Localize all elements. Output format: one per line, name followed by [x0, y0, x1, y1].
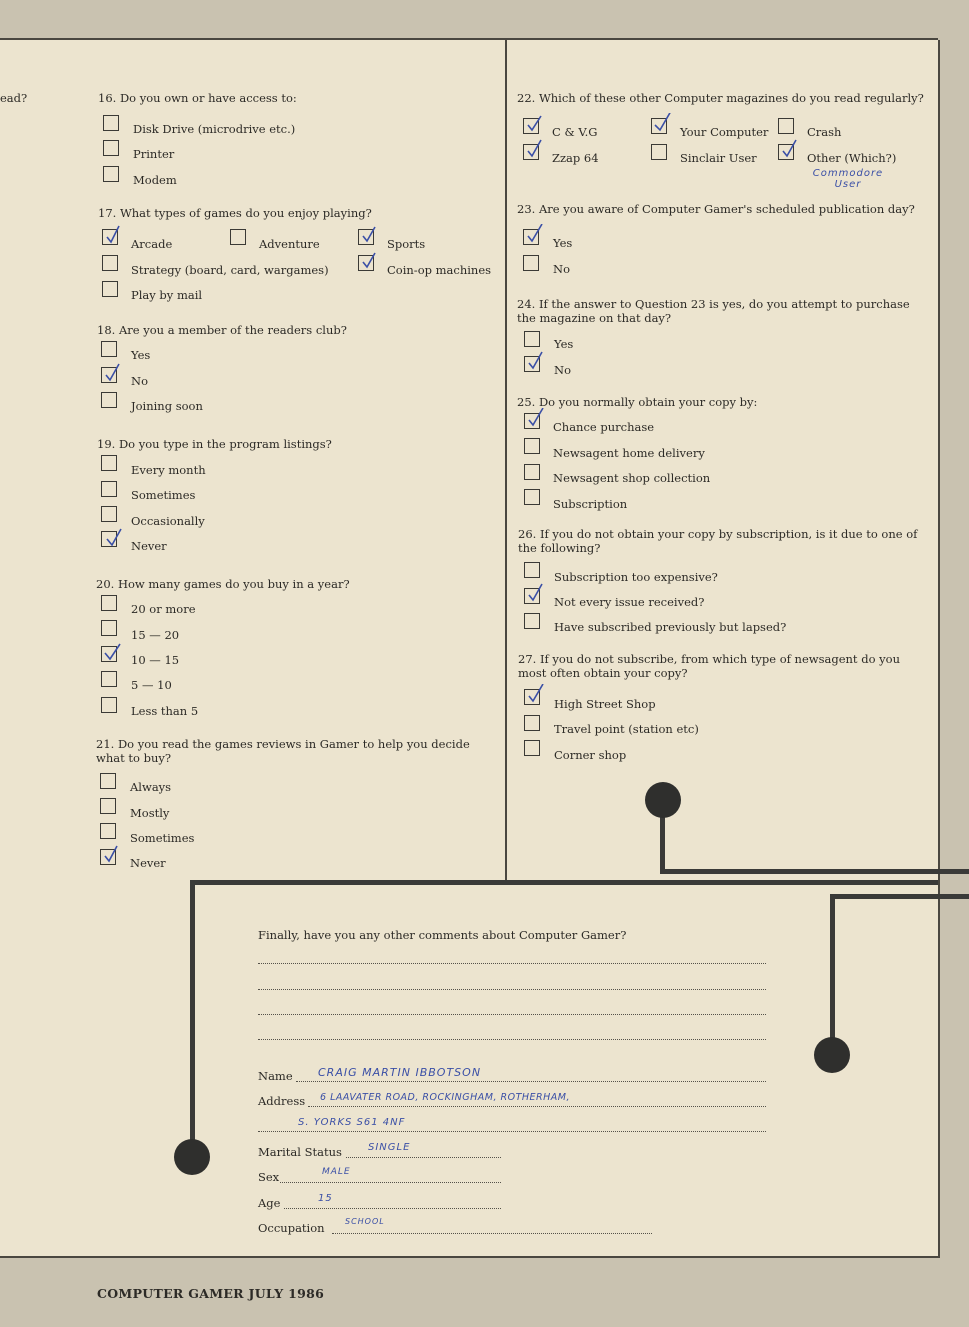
page-footer: COMPUTER GAMER JULY 1986	[97, 1286, 325, 1301]
question-16: 16. Do you own or have access to:	[98, 91, 297, 105]
sex-label: Sex	[258, 1170, 280, 1184]
checkbox-joining-soon[interactable]	[101, 392, 117, 408]
occupation-label: Occupation	[258, 1221, 325, 1235]
checkbox-adventure[interactable]	[230, 229, 246, 245]
option-label: Strategy (board, card, wargames)	[131, 263, 329, 277]
option-label: Sometimes	[131, 488, 196, 502]
tick-icon	[104, 224, 126, 246]
name-field[interactable]	[296, 1080, 766, 1082]
tick-icon	[525, 224, 547, 246]
tick-icon	[653, 113, 675, 135]
checkbox-travel-point[interactable]	[524, 715, 540, 731]
option-label: Yes	[553, 236, 573, 250]
checkbox-zzap-64[interactable]	[523, 144, 539, 160]
option-label: Yes	[554, 337, 574, 351]
checkbox-sports[interactable]	[358, 229, 374, 245]
age-field[interactable]	[284, 1207, 501, 1209]
circuit-trace	[660, 816, 665, 874]
option-label: Always	[130, 780, 172, 794]
handwritten-other-magazine[interactable]: Commodore User	[812, 168, 884, 190]
option-label: Chance purchase	[553, 420, 655, 434]
checkbox-occasionally[interactable]	[101, 506, 117, 522]
checkbox-chance-purchase[interactable]	[524, 413, 540, 429]
checkbox-not-every-issue[interactable]	[524, 588, 540, 604]
circuit-trace	[830, 894, 835, 1044]
option-label: Less than 5	[131, 704, 199, 718]
circuit-trace	[190, 880, 195, 1148]
checkbox-strategy[interactable]	[102, 255, 118, 271]
option-label: Newsagent home delivery	[553, 446, 705, 460]
address-value-2: S. YORKS S61 4NF	[298, 1117, 406, 1128]
checkbox-5-10[interactable]	[101, 671, 117, 687]
option-label: Disk Drive (microdrive etc.)	[133, 122, 296, 136]
checkbox-your-computer[interactable]	[651, 118, 667, 134]
option-label: Sports	[387, 237, 426, 251]
comment-line[interactable]	[258, 962, 766, 964]
circuit-node	[174, 1139, 210, 1175]
option-label: Never	[131, 539, 167, 553]
tick-icon	[102, 844, 124, 866]
question-23: 23. Are you aware of Computer Gamer's scheduled publication day?	[517, 202, 915, 216]
checkbox-sometimes[interactable]	[100, 823, 116, 839]
option-label: Coin-op machines	[387, 263, 492, 277]
comment-line[interactable]	[258, 1038, 766, 1040]
option-label: Joining soon	[131, 399, 203, 413]
option-label: Corner shop	[554, 748, 627, 762]
option-label: Your Computer	[680, 125, 769, 139]
option-label: Adventure	[259, 237, 320, 251]
option-label: Every month	[131, 463, 206, 477]
sex-field[interactable]	[280, 1181, 501, 1183]
circuit-trace	[660, 869, 969, 874]
checkbox-too-expensive[interactable]	[524, 562, 540, 578]
option-label: No	[553, 262, 570, 276]
option-label: Yes	[131, 348, 151, 362]
checkbox-10-15[interactable]	[101, 646, 117, 662]
tick-icon	[526, 351, 548, 373]
option-label: Occasionally	[131, 514, 205, 528]
option-label: Sinclair User	[680, 151, 757, 165]
checkbox-sometimes[interactable]	[101, 481, 117, 497]
occupation-field[interactable]	[332, 1232, 652, 1234]
comment-line[interactable]	[258, 988, 766, 990]
checkbox-no[interactable]	[524, 356, 540, 372]
tick-icon	[360, 224, 382, 246]
tick-icon	[780, 139, 802, 161]
age-value: 15	[318, 1193, 333, 1204]
checkbox-yes[interactable]	[524, 331, 540, 347]
circuit-trace	[190, 880, 938, 885]
checkbox-yes[interactable]	[101, 341, 117, 357]
circuit-trace	[830, 894, 969, 899]
final-question: Finally, have you any other comments about Computer Gamer?	[258, 928, 627, 942]
option-label: Zzap 64	[552, 151, 599, 165]
option-label: Crash	[807, 125, 842, 139]
name-value: CRAIG MARTIN IBBOTSON	[318, 1066, 482, 1079]
option-label: 15 — 20	[131, 628, 180, 642]
option-label: Have subscribed previously but lapsed?	[554, 620, 787, 634]
checkbox-disk-drive[interactable]	[103, 115, 119, 131]
option-label: Never	[130, 856, 166, 870]
sex-value: MALE	[322, 1167, 351, 1177]
checkbox-no[interactable]	[101, 367, 117, 383]
checkbox-sinclair-user[interactable]	[651, 144, 667, 160]
checkbox-home-delivery[interactable]	[524, 438, 540, 454]
question-17: 17. What types of games do you enjoy playing?	[98, 206, 372, 220]
option-label: 5 — 10	[131, 678, 172, 692]
option-label: Printer	[133, 147, 175, 161]
circuit-node	[645, 782, 681, 818]
checkbox-corner-shop[interactable]	[524, 740, 540, 756]
checkbox-subscription[interactable]	[524, 489, 540, 505]
option-label: C & V.G	[552, 125, 598, 139]
tick-icon	[525, 113, 547, 135]
option-label: Travel point (station etc)	[554, 722, 699, 736]
top-rule	[0, 38, 938, 40]
checkbox-no[interactable]	[523, 255, 539, 271]
tick-icon	[526, 408, 548, 430]
option-label: Mostly	[130, 806, 170, 820]
option-label: Play by mail	[131, 288, 203, 302]
checkbox-other[interactable]	[778, 144, 794, 160]
comment-line[interactable]	[258, 1013, 766, 1015]
address-value: 6 LAAVATER ROAD, ROCKINGHAM, ROTHERHAM,	[320, 1092, 570, 1103]
question-27: 27. If you do not subscribe, from which type of newsagent do you most often obtain your copy?	[518, 652, 900, 680]
checkbox-printer[interactable]	[103, 140, 119, 156]
checkbox-every-month[interactable]	[101, 455, 117, 471]
option-label: Modem	[133, 173, 177, 187]
option-label: Other (Which?)	[807, 151, 897, 165]
option-label: High Street Shop	[554, 697, 656, 711]
question-19: 19. Do you type in the program listings?	[97, 437, 332, 451]
option-label: 10 — 15	[131, 653, 180, 667]
question-26: 26. If you do not obtain your copy by subscription, is it due to one of the following?	[518, 527, 918, 555]
option-label: Arcade	[131, 237, 173, 251]
checkbox-high-street[interactable]	[524, 689, 540, 705]
previous-question-fragment: ead?	[0, 91, 28, 105]
tick-icon	[103, 526, 125, 548]
column-divider	[505, 40, 507, 880]
checkbox-mostly[interactable]	[100, 798, 116, 814]
address-field[interactable]	[308, 1105, 766, 1107]
marital-status-label: Marital Status	[258, 1145, 342, 1159]
checkbox-arcade[interactable]	[102, 229, 118, 245]
question-21: 21. Do you read the games reviews in Gamer to help you decide what to buy?	[96, 737, 470, 765]
tick-icon	[526, 684, 548, 706]
option-label: No	[554, 363, 571, 377]
option-label: Sometimes	[130, 831, 195, 845]
checkbox-crash[interactable]	[778, 118, 794, 134]
checkbox-play-by-mail[interactable]	[102, 281, 118, 297]
tick-icon	[103, 641, 125, 663]
option-label: 20 or more	[131, 602, 196, 616]
checkbox-yes[interactable]	[523, 229, 539, 245]
address-field-2[interactable]	[258, 1130, 766, 1132]
address-label: Address	[258, 1094, 306, 1108]
marital-status-field[interactable]	[346, 1156, 501, 1158]
circuit-node	[814, 1037, 850, 1073]
marital-status-value: SINGLE	[368, 1142, 411, 1153]
option-label: Newsagent shop collection	[553, 471, 711, 485]
question-20: 20. How many games do you buy in a year?	[96, 577, 350, 591]
age-label: Age	[258, 1196, 281, 1210]
option-label: Subscription too expensive?	[554, 570, 718, 584]
question-22: 22. Which of these other Computer magazines do you read regularly?	[517, 91, 924, 105]
option-label: Not every issue received?	[554, 595, 705, 609]
tick-icon	[525, 139, 547, 161]
tick-icon	[526, 583, 548, 605]
checkbox-lapsed[interactable]	[524, 613, 540, 629]
checkbox-less-than-5[interactable]	[101, 697, 117, 713]
question-24: 24. If the answer to Question 23 is yes, do you attempt to purchase the magazine on that day?	[517, 297, 910, 325]
checkbox-never[interactable]	[101, 531, 117, 547]
tick-icon	[360, 250, 382, 272]
occupation-value: SCHOOL	[345, 1217, 385, 1226]
checkbox-never[interactable]	[100, 849, 116, 865]
checkbox-15-20[interactable]	[101, 620, 117, 636]
checkbox-cvg[interactable]	[523, 118, 539, 134]
option-label: No	[131, 374, 148, 388]
checkbox-20-or-more[interactable]	[101, 595, 117, 611]
checkbox-always[interactable]	[100, 773, 116, 789]
question-18: 18. Are you a member of the readers club?	[97, 323, 347, 337]
question-25: 25. Do you normally obtain your copy by:	[517, 395, 758, 409]
checkbox-shop-collection[interactable]	[524, 464, 540, 480]
tick-icon	[103, 362, 125, 384]
checkbox-modem[interactable]	[103, 166, 119, 182]
name-label: Name	[258, 1069, 293, 1083]
option-label: Subscription	[553, 497, 628, 511]
checkbox-coin-op[interactable]	[358, 255, 374, 271]
